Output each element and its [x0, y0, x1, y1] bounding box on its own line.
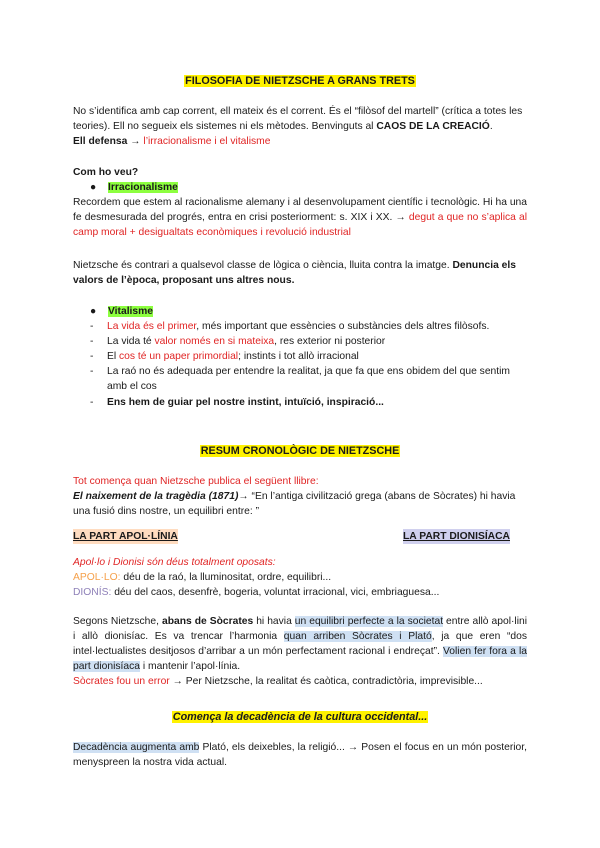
- irr-arrow: →: [395, 212, 406, 223]
- deus-red: Apol·lo i Dionisi són déus totalment oposats:: [73, 557, 276, 568]
- segons-t1: Segons Nietzsche,: [73, 616, 162, 627]
- segons-t6: Per Nietzsche, la realitat és caòtica, contradictòria, imprevisible...: [182, 676, 483, 687]
- vit-item3-rest: ; instints i tot allò irracional: [238, 351, 359, 362]
- defends-value: l’irracionalisme i el vitalisme: [143, 136, 271, 147]
- intro-text: No s’identifica amb cap corrent, ell mateix és el corrent. És el “filòsof del martell” (crítica a totes les teories). Ell no segueix els sistemes ni els mètodes. Benvinguts al: [73, 106, 523, 132]
- vit-item1-red: La vida és el primer: [107, 321, 197, 332]
- main-title-text: FILOSOFIA DE NIETZSCHE A GRANS TRETS: [185, 75, 415, 87]
- contrari-text: Nietzsche és contrari a qualsevol classe de lògica o ciència, lluita contra la imatge.: [73, 260, 453, 271]
- vit-item1-rest: , més important que essències o substàncies dels altres filòsofs.: [196, 321, 490, 332]
- segons-bold: abans de Sòcrates: [161, 616, 254, 627]
- apolinia-label: LA PART APOL·LÍNIA: [73, 531, 178, 542]
- decadence-paragraph: [73, 740, 527, 770]
- dionis-label: DIONÍS:: [73, 587, 112, 598]
- irracionalisme-bullet: [90, 180, 178, 195]
- vit-item3-pre: El: [107, 351, 120, 362]
- parts-row: [73, 529, 527, 544]
- dash-marker: -: [90, 336, 94, 347]
- list-item: [90, 334, 527, 349]
- irr-body: Recordem que estem al racionalisme alemany i al desenvolupament científic i tecnològic. Hi ha una fe desmesurada del progrés, entra en crisi posteriorment: s. XIX i XX.: [73, 197, 527, 223]
- book-quote: “En l’antiga civilització grega (abans de Sòcrates) hi havia una fusió dins nostre, un equilibri entre: ”: [73, 491, 516, 517]
- segons-t2: hi havia: [253, 616, 295, 627]
- list-item: [90, 349, 527, 364]
- bullet-icon: ●: [90, 306, 97, 317]
- segons-highlight-2: quan arriben Sòcrates i Plató: [283, 631, 432, 642]
- chronology-paragraph: [73, 474, 527, 519]
- socrates-arrow: →: [172, 676, 183, 687]
- segons-paragraph: [73, 614, 527, 689]
- chaos-text: CAOS DE LA CREACIÓ: [376, 121, 490, 132]
- contrari-bold: Denuncia els valors de l’època, proposant uns altres nous.: [73, 260, 516, 286]
- vit-item2-pre: La vida té: [107, 336, 155, 347]
- dash-marker: -: [90, 397, 94, 408]
- list-item: [90, 395, 527, 410]
- deus-paragraph: [73, 555, 527, 600]
- bullet-icon: ●: [90, 182, 97, 193]
- segons-highlight-3: Volien fer fora a la part dionisíaca: [73, 646, 528, 672]
- decadence-highlight: Decadència augmenta amb: [73, 742, 200, 753]
- contrari-paragraph: [73, 258, 527, 288]
- segons-t3: entre allò apol·lini i allò dionisíac. Es va trencar l’harmonia: [73, 616, 528, 642]
- vit-item4: La raó no és adequada per entendre la realitat, ja que fa que ens obidem del que sentim amb el cos: [107, 366, 511, 392]
- list-item: [90, 319, 527, 334]
- irracionalisme-paragraph: [73, 195, 527, 240]
- vitalisme-bullet: [90, 304, 153, 319]
- intro-period: .: [489, 121, 493, 132]
- intro-paragraph: [73, 104, 527, 149]
- vit-item3-red: cos té un paper primordial: [119, 351, 239, 362]
- dionis-desc: déu del caos, desenfrè, bogeria, voluntat irracional, vici, embriaguesa...: [111, 587, 440, 598]
- dash-marker: -: [90, 366, 94, 377]
- book-arrow: →: [238, 491, 249, 502]
- apolo-desc: déu de la raó, la lluminositat, ordre, equilibri...: [120, 572, 332, 583]
- dionisiaca-label: LA PART DIONISÍACA: [403, 531, 510, 542]
- chrono-red-line: Tot comença quan Nietzsche publica el següent llibre:: [73, 476, 319, 487]
- decadence-title: [0, 710, 600, 725]
- segons-t5: i mantenir l’apol·línia.: [139, 661, 241, 672]
- decadence-title-text: Comença la decadència de la cultura occidental...: [172, 711, 428, 723]
- apolo-label: APOL·LO:: [73, 572, 121, 583]
- main-title: [0, 74, 600, 89]
- irr-red: degut a que no s’aplica al camp moral + desigualtats econòmiques i revolució industrial: [73, 212, 527, 238]
- book-title: El naixement de la tragèdia (1871): [73, 491, 239, 502]
- vit-item2-rest: , res exterior ni posterior: [274, 336, 386, 347]
- list-item: [90, 364, 527, 394]
- vitalisme-heading: Vitalisme: [108, 306, 154, 317]
- dash-marker: -: [90, 351, 94, 362]
- vit-item5: Ens hem de guiar pel nostre instint, intuïció, inspiració...: [107, 397, 384, 408]
- defends-label: Ell defensa: [73, 136, 128, 147]
- socrates-error: Sòcrates fou un error: [73, 676, 173, 687]
- vit-item2-red: valor només en si mateixa: [154, 336, 275, 347]
- decadence-text: Plató, els deixebles, la religió... → Posen el focus en un món posterior, menyspreen la nostra vida actual.: [73, 742, 527, 768]
- segons-highlight-1: un equilibri perfecte a la societat: [294, 616, 444, 627]
- irracionalisme-heading: Irracionalisme: [108, 182, 178, 193]
- how-heading: Com ho veu?: [73, 167, 139, 178]
- chronology-title: [0, 444, 600, 459]
- dash-marker: -: [90, 321, 94, 332]
- defends-arrow: →: [127, 136, 144, 147]
- chronology-title-text: RESUM CRONOLÒGIC DE NIETZSCHE: [200, 445, 400, 457]
- segons-t4: , ja que eren “dos intel·lectualistes desitjosos d’arribar a un món perfectament racional i endreçat”.: [73, 631, 527, 657]
